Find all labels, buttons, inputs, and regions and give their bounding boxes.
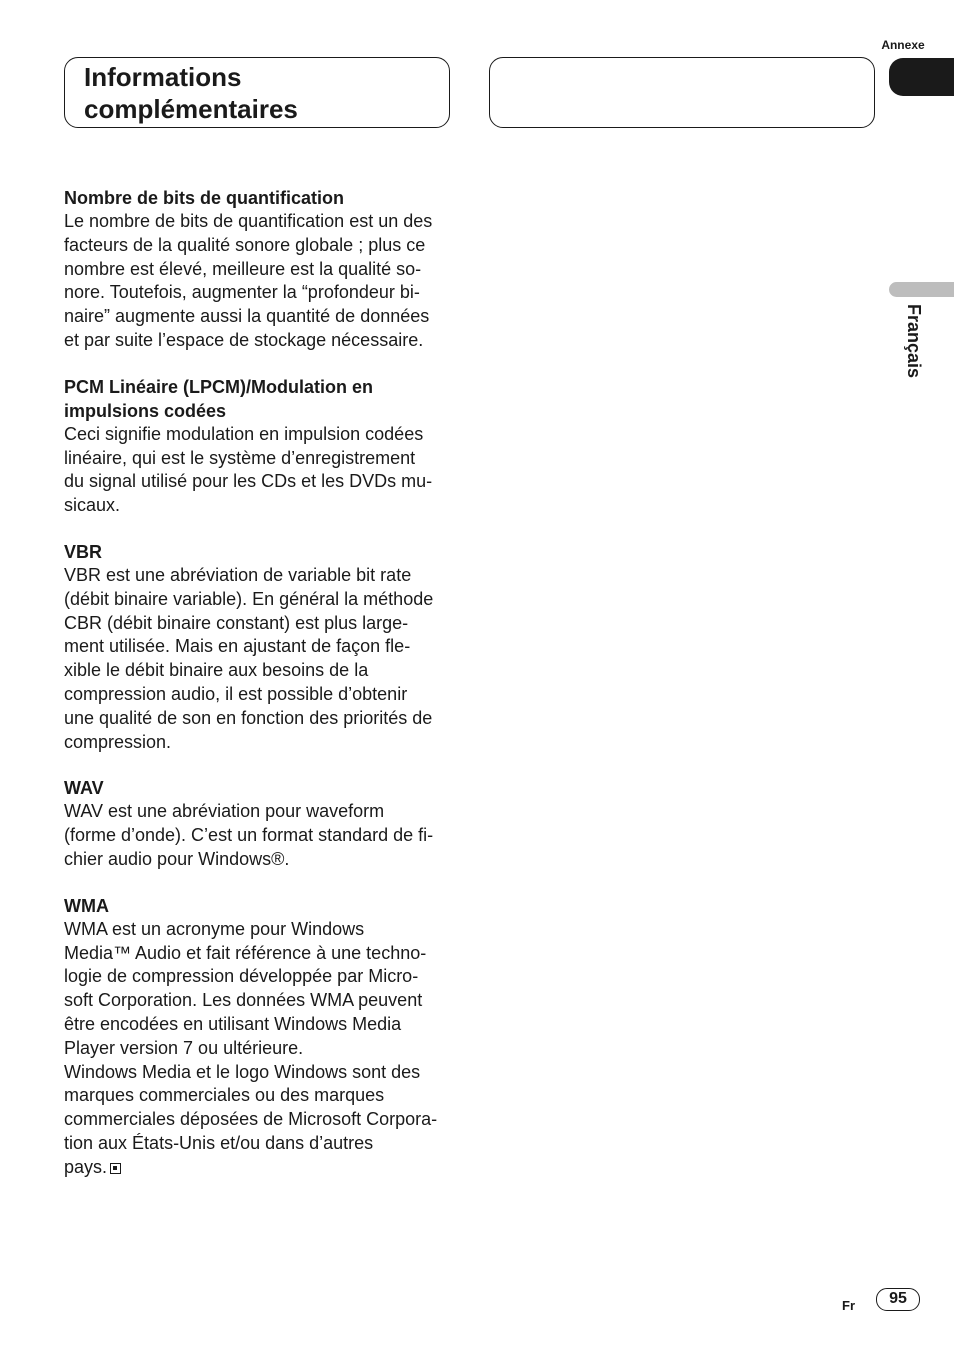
page-number: 95 <box>876 1288 920 1311</box>
definition-line: WMA est un acronyme pour Windows <box>64 918 365 939</box>
entry-term: Nombre de bits de quantification <box>64 188 345 208</box>
title-line-2: complémentaires <box>84 94 298 124</box>
definition-line: logie de compression développée par Micro- <box>64 966 419 987</box>
definition-line: nore. Toutefois, augmenter la “profondeur bi- <box>64 282 420 303</box>
definition-line: et par suite l’espace de stockage nécessaire. <box>64 329 424 350</box>
definition-line: sicaux. <box>64 495 121 516</box>
definition-line: commerciales déposées de Microsoft Corpora- <box>64 1109 438 1130</box>
glossary-content <box>64 186 456 1202</box>
glossary-entry-quantization <box>64 186 456 353</box>
definition-line: être encodées en utilisant Windows Media <box>64 1013 402 1034</box>
definition-line: Media™ Audio et fait référence à une techno- <box>64 942 427 963</box>
definition-line: xible le débit binaire aux besoins de la <box>64 660 369 681</box>
definition-line: pays. <box>64 1156 108 1177</box>
empty-header-box <box>489 57 875 128</box>
footer-language-code: Fr <box>842 1298 855 1313</box>
definition-line: Windows Media et le logo Windows sont des <box>64 1061 421 1082</box>
definition-line: compression. <box>64 731 172 752</box>
definition-line: nombre est élevé, meilleure est la qualité so- <box>64 258 422 279</box>
definition-line: CBR (débit binaire constant) est plus large- <box>64 612 409 633</box>
language-tab <box>889 282 954 297</box>
definition-line: facteurs de la qualité sonore globale ; plus ce <box>64 234 426 255</box>
definition-line: tion aux États-Unis et/ou dans d’autres <box>64 1132 374 1153</box>
end-of-section-icon <box>110 1163 121 1174</box>
definition-line: WAV est une abréviation pour waveform <box>64 801 385 822</box>
entry-term <box>64 375 456 423</box>
glossary-entry-wav <box>64 776 456 871</box>
section-tab <box>889 58 954 96</box>
definition-line: une qualité de son en fonction des priorités de <box>64 707 433 728</box>
entry-definition <box>64 564 456 754</box>
entry-definition <box>64 918 456 1180</box>
definition-line: soft Corporation. Les données WMA peuvent <box>64 990 423 1011</box>
title-line-1: Informations <box>84 62 242 92</box>
definition-line: (forme d’onde). C’est un format standard de fi- <box>64 825 434 846</box>
definition-line: du signal utilisé pour les CDs et les DVDs mu- <box>64 471 433 492</box>
entry-definition <box>64 800 456 871</box>
entry-term: WAV <box>64 778 104 799</box>
definition-line: VBR est une abréviation de variable bit rate <box>64 564 412 585</box>
entry-definition <box>64 423 456 518</box>
entry-definition <box>64 210 456 353</box>
definition-line: chier audio pour Windows®. <box>64 848 290 869</box>
definition-line: naire” augmente aussi la quantité de données <box>64 306 430 327</box>
definition-line: Player version 7 ou ultérieure. <box>64 1037 304 1058</box>
definition-line: Le nombre de bits de quantification est un des <box>64 211 433 231</box>
definition-line: linéaire, qui est le système d’enregistrement <box>64 447 416 468</box>
title-box <box>64 57 450 128</box>
definition-line: Ceci signifie modulation en impulsion codées <box>64 423 424 444</box>
glossary-entry-wma <box>64 894 456 1180</box>
definition-line: compression audio, il est possible d’obtenir <box>64 683 408 704</box>
definition-line: (débit binaire variable). En général la méthode <box>64 588 434 609</box>
term-line: PCM Linéaire (LPCM)/Modulation en <box>64 376 373 397</box>
entry-term: VBR <box>64 541 103 562</box>
page-title <box>84 61 298 125</box>
glossary-entry-vbr <box>64 540 456 754</box>
language-label: Français <box>904 304 924 379</box>
definition-line: ment utilisée. Mais en ajustant de façon fle- <box>64 636 411 657</box>
glossary-entry-lpcm <box>64 375 456 518</box>
section-label: Annexe <box>881 38 925 52</box>
definition-line: marques commerciales ou des marques <box>64 1085 385 1106</box>
term-line: impulsions codées <box>64 400 227 421</box>
entry-term: WMA <box>64 895 109 916</box>
